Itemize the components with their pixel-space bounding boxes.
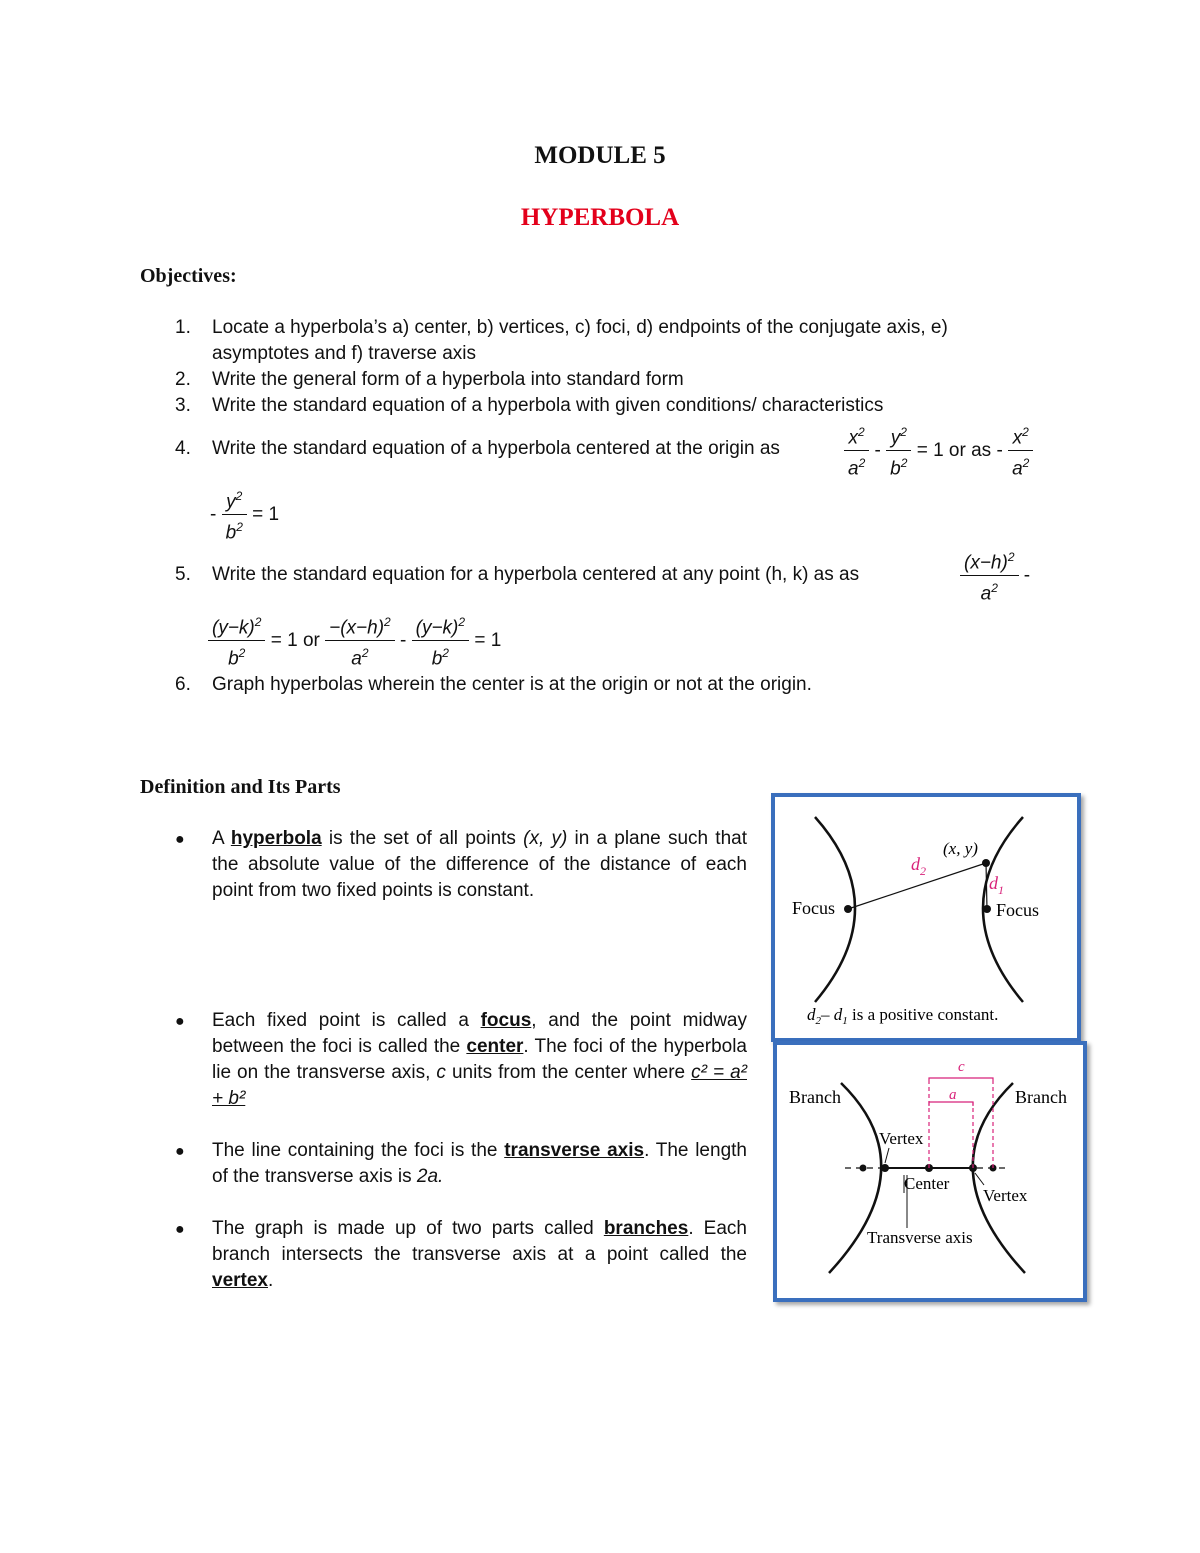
figure-1-svg — [775, 797, 1077, 1038]
bullet-icon: ● — [175, 1221, 185, 1238]
vertex-right-pointer — [975, 1173, 984, 1185]
bullet-transverse-axis: The line containing the foci is the transverse axis. The length of the transverse axis is 2a. — [212, 1140, 747, 1187]
bullet-icon: ● — [175, 1013, 185, 1030]
eq-hk-second: $\frac{(y-k)^2}{b^2}$ = 1 or $\frac{-(x-h)^2}{a^2}$ - $\frac{(y-k)^2}{b^2}$ = 1 — [208, 610, 501, 672]
right-focus-label: Focus — [996, 900, 1040, 920]
branch-left-label: Branch — [789, 1087, 841, 1107]
d1-segment — [986, 863, 987, 909]
definition-heading: Definition and Its Parts — [140, 776, 341, 798]
branch-right-label: Branch — [1015, 1087, 1067, 1107]
point-xy-label: (x, y) — [943, 839, 978, 858]
vertex-left-pointer — [885, 1148, 889, 1163]
point-xy-dot — [982, 859, 990, 867]
right-focus-dot — [983, 905, 991, 913]
d2-label: $d_2$ — [911, 854, 926, 878]
left-vertex-dot — [881, 1164, 889, 1172]
bullet-icon: ● — [175, 831, 185, 848]
hyperbola-parts-figure — [773, 1041, 1087, 1302]
bullet-focus: Each fixed point is called a focus, and the point midway between the foci is called the center. The foci of the hyperbola lie on the transverse axis, c units from the center where c² = a² + b² — [212, 1010, 747, 1109]
vertex-left-label: Vertex — [879, 1129, 924, 1148]
module-title: MODULE 5 — [534, 142, 666, 169]
c-label: c — [958, 1059, 965, 1075]
c-bracket — [929, 1078, 993, 1082]
bullet-hyperbola: A hyperbola is the set of all points (x, y) in a plane such that the absolute value of the difference of the distance of each point from two fixed points is constant. — [212, 828, 747, 901]
a-label: a — [949, 1087, 957, 1103]
d1-label: $d_1$ — [989, 873, 1004, 897]
bullet-branches: The graph is made up of two parts called branches. Each branch intersects the transverse axis at a point called the vertex. — [212, 1218, 747, 1291]
eq-origin-vertical: - $\frac{y^2}{b^2}$ = 1 — [210, 484, 279, 546]
vertex-right-label: Vertex — [983, 1186, 1028, 1205]
topic-title: HYPERBOLA — [520, 204, 680, 231]
eq-origin-horizontal: $\frac{x^2}{a^2}$ - $\frac{y^2}{b^2}$ = 1 or as - $\frac{x^2}{a^2}$ — [844, 420, 1033, 482]
center-label: Center — [904, 1174, 950, 1193]
figure-2-svg — [777, 1045, 1083, 1298]
left-focus-dot — [844, 905, 852, 913]
right-branch — [973, 1083, 1025, 1273]
objectives-heading: Objectives: — [140, 265, 237, 287]
difference-caption: $d_2-$ $d_1$ is a positive constant. — [807, 1005, 999, 1027]
left-focus-dot — [860, 1165, 867, 1172]
hyperbola-definition-figure — [771, 793, 1081, 1042]
left-focus-label: Focus — [792, 898, 836, 918]
bullet-icon: ● — [175, 1143, 185, 1160]
transverse-axis-label: Transverse axis — [867, 1228, 973, 1247]
eq-hk-first: $\frac{(x-h)^2}{a^2}$ - — [960, 545, 1030, 607]
